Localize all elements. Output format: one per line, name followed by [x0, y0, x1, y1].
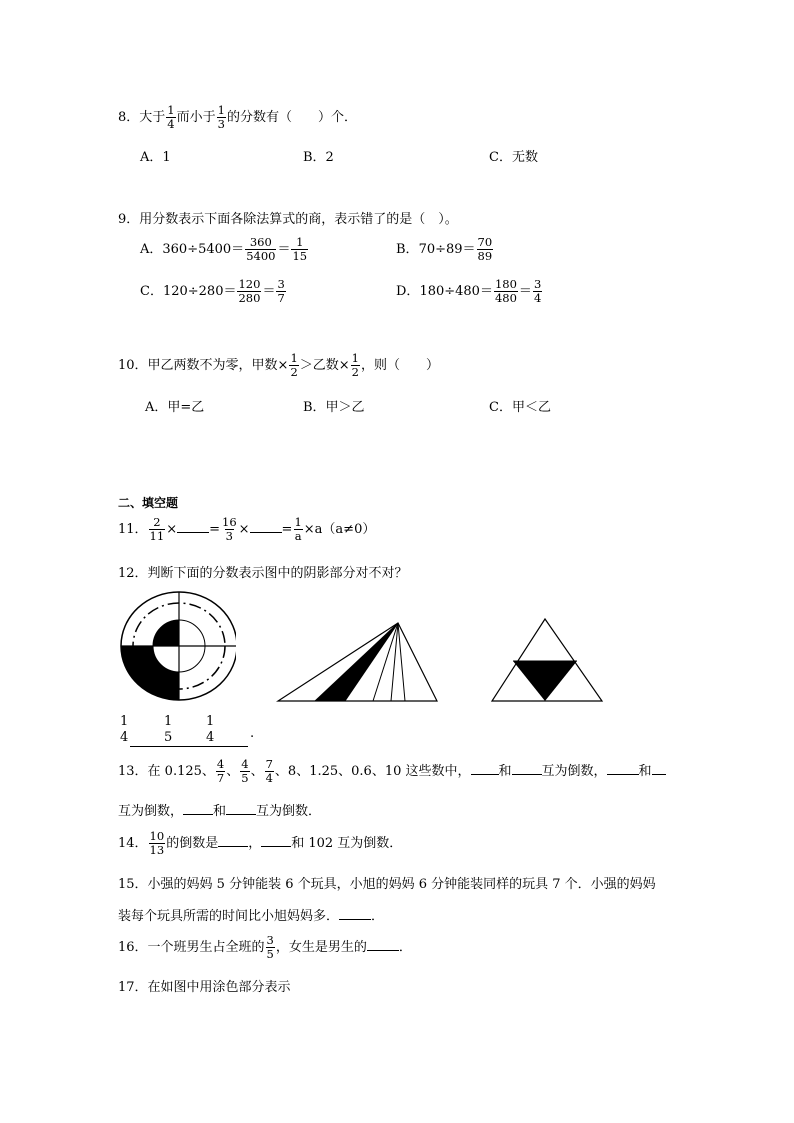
- q12-fraction-3: 1 4: [206, 714, 215, 745]
- question-13-line-1: 13．在 0.125、 $\frac{4}{7}$ 、 $\frac{4}{5}$ 、 $\frac{7}{4}$ 、8、1.25、0.6、10 这些数中， 和 互为倒数， 和: [118, 758, 666, 785]
- q9-option-b: B．70÷89＝ $\frac{70}{89}$: [396, 235, 493, 263]
- q12-fraction-2: 1 5: [164, 714, 173, 745]
- q12-end: .: [250, 726, 255, 741]
- q14-fraction-1: $\frac{10}{13}$: [149, 829, 165, 857]
- q12-stem: 12．判断下面的分数表示图中的阴影部分对不对？: [118, 566, 408, 581]
- q12-answer-line[interactable]: [130, 746, 248, 747]
- q8-option-b: B．2: [303, 150, 334, 165]
- q13-blank-3[interactable]: [607, 774, 639, 775]
- q9-stem: 9．用分数表示下面各除法算式的商，表示错了的是（ ）。: [118, 212, 458, 227]
- q17-stem: 17．在如图中用涂色部分表示: [118, 980, 291, 995]
- q9c-fraction-1: $\frac{120}{280}$: [238, 277, 261, 305]
- q13-blank-5[interactable]: [183, 814, 213, 815]
- q8-fraction-1: $\frac{1}{4}$: [167, 103, 175, 131]
- q15-blank-1[interactable]: [339, 919, 371, 920]
- q9d-fraction-1: $\frac{180}{480}$: [494, 277, 517, 305]
- q13-blank-1[interactable]: [471, 774, 499, 775]
- q8-option-a: A．1: [140, 150, 171, 165]
- question-8: [118, 104, 357, 131]
- q11-fraction-1: $\frac{2}{11}$: [149, 515, 165, 543]
- q13-fraction-1: $\frac{4}{7}$: [216, 757, 225, 785]
- q10-option-b: B．甲＞乙: [303, 400, 365, 415]
- q9a-fraction-1: $\frac{360}{5400}$: [246, 235, 276, 263]
- q9-option-d: D．180÷480＝ $\frac{180}{480}$ ＝ $\frac{3}{4}$: [396, 277, 542, 305]
- q8-text-2: 而小于: [176, 110, 216, 125]
- fan-triangle-figure: [276, 620, 441, 704]
- q9c-fraction-2: $\frac{3}{7}$: [277, 277, 285, 305]
- q9d-fraction-2: $\frac{3}{4}$: [533, 277, 542, 305]
- q11-fraction-3: $\frac{1}{a}$: [294, 515, 302, 543]
- q16-blank-1[interactable]: [367, 950, 399, 951]
- q11-fraction-2: $\frac{16}{3}$: [222, 515, 237, 543]
- q14-blank-1[interactable]: [218, 846, 248, 847]
- question-10: 10．甲乙两数不为零，甲数× $\frac{1}{2}$ ＞乙数× $\frac{1}{2}$ ，则（ ）: [118, 351, 440, 379]
- q9b-fraction-1: $\frac{70}{89}$: [477, 235, 493, 263]
- q8-text-1: 大于: [139, 110, 166, 125]
- q15-line-2: 装每个玩具所需的时间比小旭妈妈多． ．: [118, 909, 385, 924]
- q10-option-c: C．甲＜乙: [489, 400, 551, 415]
- question-16: 16．一个班男生占全班的 $\frac{3}{5}$ ，女生是男生的 ．: [118, 933, 412, 961]
- q9a-fraction-2: $\frac{1}{15}$: [292, 235, 308, 263]
- q12-answers: [118, 714, 130, 746]
- q10-fraction-2: $\frac{1}{2}$: [351, 351, 359, 379]
- q10-fraction-1: $\frac{1}{2}$: [290, 351, 298, 379]
- q9-option-c: C．120÷280＝ $\frac{120}{280}$ ＝ $\frac{3}{7}$: [140, 277, 285, 305]
- question-11: 11． $\frac{2}{11}$ × = $\frac{16}{3}$ × = $\frac{1}{a}$ ×a（a≠0）: [118, 515, 376, 543]
- q13-blank-4[interactable]: [652, 774, 666, 775]
- q8-text-3: 的分数有（ ）个．: [226, 110, 357, 125]
- q13-fraction-3: $\frac{7}{4}$: [265, 757, 273, 785]
- circle-figure: [118, 590, 236, 702]
- q14-blank-2[interactable]: [261, 846, 291, 847]
- q10-option-a: A．甲=乙: [145, 400, 205, 415]
- q12-fraction-1: 1 4: [120, 714, 129, 745]
- question-14: 14． $\frac{10}{13}$ 的倒数是 ， 和 102 互为倒数．: [118, 829, 403, 857]
- q15-line-1: 15．小强的妈妈 5 分钟能装 6 个玩具，小旭的妈妈 6 分钟能装同样的玩具 7 个．小强的妈妈: [118, 877, 656, 892]
- q11-blank-2[interactable]: [250, 532, 282, 533]
- q16-fraction-1: $\frac{3}{5}$: [266, 933, 274, 961]
- question-13-line-2: 互为倒数， 和 互为倒数．: [118, 804, 322, 819]
- q8-number: 8．: [118, 110, 140, 125]
- q13-fraction-2: $\frac{4}{5}$: [241, 757, 249, 785]
- q11-blank-1[interactable]: [177, 532, 209, 533]
- triangle-figure: [490, 616, 606, 704]
- q8-fraction-2: $\frac{1}{3}$: [217, 103, 225, 131]
- section-title: 二、填空题: [118, 496, 179, 510]
- q9-option-a: A．360÷5400＝ $\frac{360}{5400}$ ＝ $\frac{1}{15}$: [140, 235, 308, 263]
- q8-option-c: C．无数: [489, 150, 538, 165]
- q13-blank-6[interactable]: [226, 814, 256, 815]
- q13-blank-2[interactable]: [512, 774, 542, 775]
